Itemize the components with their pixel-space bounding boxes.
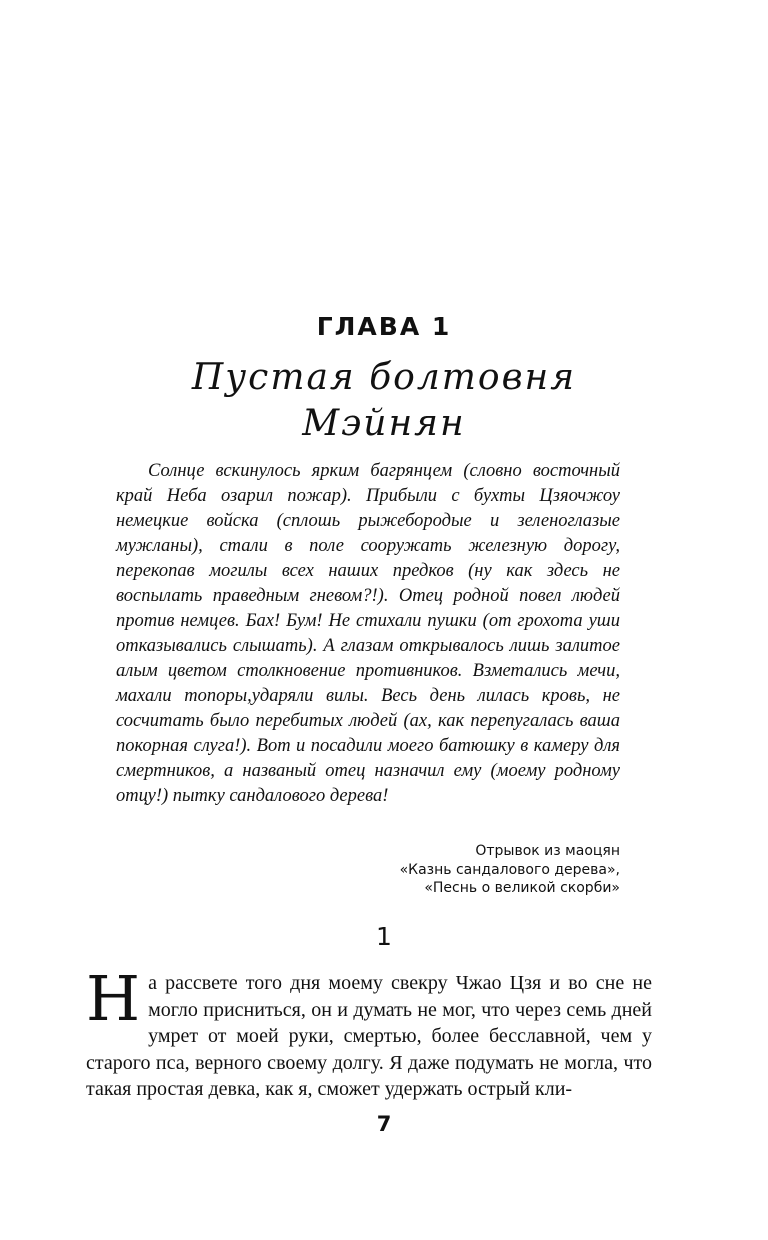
chapter-title-line-2: Мэйнян — [302, 403, 466, 444]
body-paragraph — [86, 962, 652, 1103]
chapter-title — [0, 355, 768, 447]
attribution-line-2: «Казнь сандалового дерева», — [399, 861, 620, 878]
epigraph: Солнце вскинулось ярким багрянцем (словно восточный край Неба озарил пожар). Прибыли с бухты Цзяочжоу немецкие войска (сплошь рыжебородые и зеленоглазые мужланы), стали в поле сооружать железную дорогу, перекопав могилы всех наших предков (ну как здесь не воспылать праведным гневом?!). Отец родной повел людей против немцев. Бах! Бум! Не стихали пушки (от грохота уши отказывались слышать). А глазам открывалось лишь залитое алым цветом столкновение противников. Взметались мечи, махали топоры,ударяли вилы. Весь день лилась кровь, не сосчитать было перебитых людей (ах, как перепугалась ваша покорная слуга!). Вот и посадили моего батюшку в камеру для смертников, а названый отец назначил ему (моему родному отцу!) пытку сандалового дерева! — [116, 461, 620, 806]
attribution-line-3: «Песнь о великой скорби» — [424, 880, 620, 896]
body-text: а рассвете того дня моему свекру Чжао Цзя и во сне не могло присниться, он и думать не мог, что через семь дней умрет от моей руки, смертью, более бесславной, чем у старого пса, верного своему долгу. Я даже подумать не могла, что такая простая девка, как я, сможет удержать острый кли- — [86, 972, 652, 1100]
section-number: 1 — [376, 922, 392, 951]
attribution-line-1: Отрывок из маоцян — [475, 843, 620, 859]
page-number: 7 — [376, 1112, 392, 1136]
drop-cap: Н — [86, 962, 141, 1035]
chapter-title-line-1: Пустая болтовня — [191, 357, 577, 398]
chapter-label: ГЛАВА 1 — [316, 312, 452, 341]
epigraph-attribution — [220, 842, 620, 898]
